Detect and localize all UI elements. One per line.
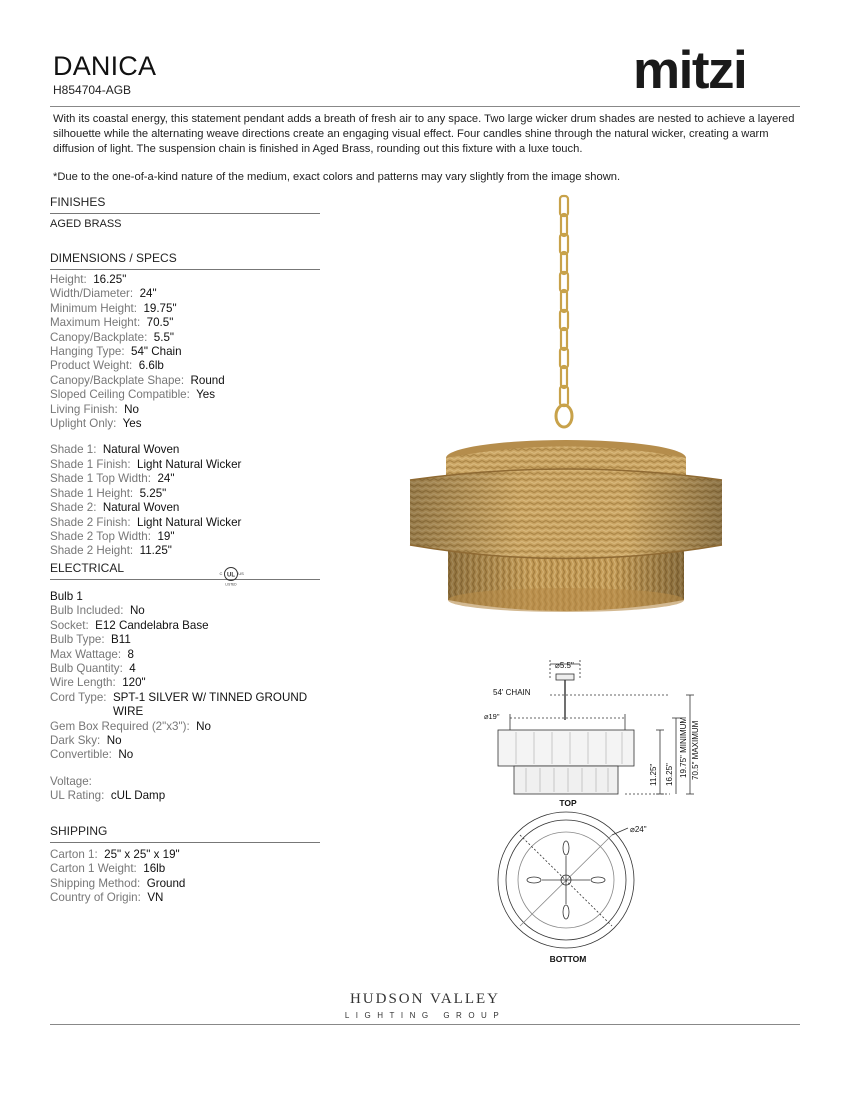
dimension-spec-label: Hanging Type: — [50, 345, 125, 359]
shipping-list — [50, 848, 340, 906]
electrical-spec-row — [50, 691, 340, 720]
shipping-spec-row — [50, 877, 340, 891]
electrical-spec-value: No — [129, 604, 145, 618]
dimension-spec-row — [50, 287, 340, 301]
svg-text:11.25": 11.25" — [649, 763, 658, 786]
svg-text:UL: UL — [227, 572, 235, 579]
shade-spec-label: Shade 2: — [50, 501, 97, 515]
electrical-spec-value: 8 — [127, 647, 134, 661]
electrical-spec-row — [50, 648, 340, 662]
svg-text:BOTTOM: BOTTOM — [549, 954, 587, 964]
electrical-spec-row — [50, 633, 340, 647]
electrical-spec-row — [50, 604, 340, 618]
dimension-spec-label: Minimum Height: — [50, 301, 137, 315]
shade-spec-value: Light Natural Wicker — [137, 457, 242, 471]
header-divider — [50, 106, 800, 107]
electrical-list — [50, 590, 340, 804]
svg-text:⌀24": ⌀24" — [630, 825, 647, 834]
dimension-spec-value: Round — [190, 373, 225, 387]
bulb-title: Bulb 1 — [50, 590, 83, 603]
shade-spec-label: Shade 1 Top Width: — [50, 472, 151, 486]
svg-text:70.5" MAXIMUM: 70.5" MAXIMUM — [691, 720, 700, 780]
dimension-spec-row — [50, 403, 340, 417]
shipping-spec-value: Ground — [146, 876, 186, 890]
shipping-spec-label: Country of Origin: — [50, 891, 141, 905]
dimension-drawing — [480, 650, 720, 970]
finish-value: AGED BRASS — [50, 218, 122, 230]
electrical-spec-value: B11 — [111, 633, 131, 647]
shipping-spec-value: 25" x 25" x 19" — [104, 848, 180, 861]
dimension-spec-value: 24" — [139, 287, 157, 301]
dimension-spec-label: Uplight Only: — [50, 417, 117, 431]
svg-text:54' CHAIN: 54' CHAIN — [493, 688, 531, 697]
electrical-spec-value: No — [196, 719, 211, 733]
finishes-heading: FINISHES — [50, 195, 320, 214]
dimension-spec-value: Yes — [196, 388, 216, 402]
shade-spec-row — [50, 530, 340, 544]
shade-spec-row — [50, 516, 340, 530]
dimension-spec-value: 16.25" — [93, 273, 127, 286]
electrical-spec-label: UL Rating: — [50, 789, 105, 803]
shade-spec-label: Shade 2 Top Width: — [50, 529, 151, 543]
dimension-spec-row — [50, 388, 340, 402]
shipping-spec-row — [50, 891, 340, 905]
electrical-spec-row — [50, 775, 340, 789]
electrical-heading: ELECTRICAL — [50, 561, 320, 580]
dimension-spec-value: 70.5" — [146, 316, 174, 330]
svg-text:16.25": 16.25" — [665, 763, 674, 786]
shipping-heading: SHIPPING — [50, 824, 320, 843]
footer-company-sub: LIGHTING GROUP — [344, 1011, 506, 1020]
chain — [556, 196, 572, 427]
electrical-spec-label: Wire Length: — [50, 676, 116, 690]
electrical-spec-value: No — [106, 734, 122, 748]
dimension-spec-row — [50, 331, 340, 345]
shade-spec-label: Shade 2 Height: — [50, 544, 134, 558]
electrical-spec-value: 4 — [129, 662, 136, 676]
shade-spec-row — [50, 544, 340, 558]
shipping-spec-label: Carton 1: — [50, 848, 98, 861]
svg-text:TOP: TOP — [559, 798, 577, 808]
electrical-spec-value: E12 Candelabra Base — [95, 618, 209, 632]
dimension-spec-label: Canopy/Backplate Shape: — [50, 373, 185, 387]
brand-logo: mitzi — [633, 41, 747, 100]
shade-spec-row — [50, 472, 340, 486]
shade-spec-row — [50, 501, 340, 515]
dimension-spec-label: Height: — [50, 273, 87, 286]
dimension-spec-value: 54" Chain — [131, 345, 182, 359]
svg-text:⌀19": ⌀19" — [484, 712, 500, 721]
dimension-spec-label: Living Finish: — [50, 402, 118, 416]
svg-text:⌀5.5": ⌀5.5" — [555, 661, 574, 670]
product-title: DANICA — [53, 51, 157, 81]
footer-divider — [50, 1024, 800, 1025]
electrical-spec-value: cUL Damp — [110, 789, 166, 803]
shade-spec-label: Shade 2 Finish: — [50, 515, 131, 529]
shade-spec-label: Shade 1 Finish: — [50, 457, 131, 471]
shade-spec-value: 19" — [157, 529, 175, 543]
shade-spec-row — [50, 443, 340, 457]
product-sku: H854704-AGB — [53, 83, 132, 97]
dimension-spec-value: No — [124, 402, 139, 416]
shade-spec-value: 11.25" — [139, 544, 172, 558]
shade-spec-value: Natural Woven — [102, 443, 180, 457]
electrical-spec-row — [50, 662, 340, 676]
svg-text:US: US — [238, 571, 244, 576]
shade-spec-value: Light Natural Wicker — [137, 515, 242, 529]
electrical-spec-label: Max Wattage: — [50, 647, 122, 661]
shipping-spec-value: 16lb — [143, 862, 166, 876]
shipping-spec-label: Shipping Method: — [50, 876, 141, 890]
dimension-spec-row — [50, 302, 340, 316]
dimension-spec-label: Maximum Height: — [50, 316, 141, 330]
shade-spec-label: Shade 1 Height: — [50, 486, 134, 500]
footer-company-name: HUDSON VALLEY — [349, 991, 501, 1007]
dimensions-list — [50, 273, 340, 559]
svg-text:C: C — [219, 571, 223, 576]
electrical-spec-value: No — [118, 748, 134, 762]
outer-shade — [410, 440, 722, 559]
electrical-spec-label: Dark Sky: — [50, 734, 101, 748]
shade-spec-value: 24" — [157, 472, 175, 486]
shipping-spec-value: VN — [147, 891, 164, 905]
dimension-spec-value: 5.5" — [153, 330, 175, 344]
electrical-spec-row — [50, 720, 340, 734]
shipping-spec-label: Carton 1 Weight: — [50, 862, 137, 876]
electrical-spec-row — [50, 734, 340, 748]
dimension-spec-label: Canopy/Backplate: — [50, 330, 148, 344]
shade-spec-row — [50, 487, 340, 501]
electrical-spec-row — [50, 676, 340, 690]
electrical-spec-row — [50, 789, 340, 803]
shade-spec-value: Natural Woven — [102, 501, 180, 515]
electrical-spec-label: Voltage: — [50, 774, 92, 788]
electrical-spec-row — [50, 619, 340, 633]
electrical-spec-row — [50, 748, 340, 762]
shade-spec-value: 5.25" — [139, 486, 167, 500]
electrical-spec-label: Convertible: — [50, 748, 112, 762]
svg-text:LISTED: LISTED — [225, 582, 237, 587]
shade-spec-label: Shade 1: — [50, 443, 97, 457]
dimension-spec-row — [50, 374, 340, 388]
dimension-spec-row — [50, 345, 340, 359]
dimension-spec-row — [50, 359, 340, 373]
svg-text:19.75" MINIMUM: 19.75" MINIMUM — [679, 716, 688, 778]
dimension-spec-label: Product Weight: — [50, 359, 133, 373]
dimensions-heading: DIMENSIONS / SPECS — [50, 251, 320, 270]
dimension-spec-row — [50, 417, 340, 431]
shipping-spec-row — [50, 862, 340, 876]
dimension-spec-label: Sloped Ceiling Compatible: — [50, 388, 190, 402]
electrical-spec-label: Bulb Included: — [50, 604, 124, 618]
electrical-spec-label: Bulb Type: — [50, 633, 105, 647]
electrical-spec-value: SPT-1 SILVER W/ TINNED GROUND WIRE — [112, 690, 308, 719]
dimension-spec-value: Yes — [122, 417, 142, 431]
electrical-spec-label: Cord Type: — [50, 690, 107, 704]
shipping-spec-row — [50, 848, 340, 862]
dimension-spec-label: Width/Diameter: — [50, 287, 134, 301]
dimension-spec-row — [50, 316, 340, 330]
variation-note: *Due to the one-of-a-kind nature of the medium, exact colors and patterns may vary slightly from the image shown. — [53, 171, 621, 183]
dimension-spec-value: 19.75" — [143, 301, 177, 315]
shade-spec-row — [50, 458, 340, 472]
dimension-spec-row — [50, 273, 340, 287]
electrical-spec-label: Bulb Quantity: — [50, 662, 123, 676]
electrical-spec-label: Gem Box Required (2"x3"): — [50, 719, 190, 733]
product-description: With its coastal energy, this statement pendant adds a breath of fresh air to any space. Two large wicker drum shades are nested to achieve a layered silhouette while the alternating weave directions create an engaging visual effect. Four candles shine through the natural wicker, creating a warm diffusion of light. The suspension chain is finished in Aged Brass, rounding out this fixture with a luxe touch. — [53, 113, 795, 156]
ul-listed-icon — [218, 565, 244, 587]
dimension-spec-value: 6.6lb — [138, 359, 164, 373]
electrical-spec-label: Socket: — [50, 618, 89, 632]
product-photo — [400, 190, 730, 630]
electrical-spec-value: 120" — [122, 676, 146, 690]
